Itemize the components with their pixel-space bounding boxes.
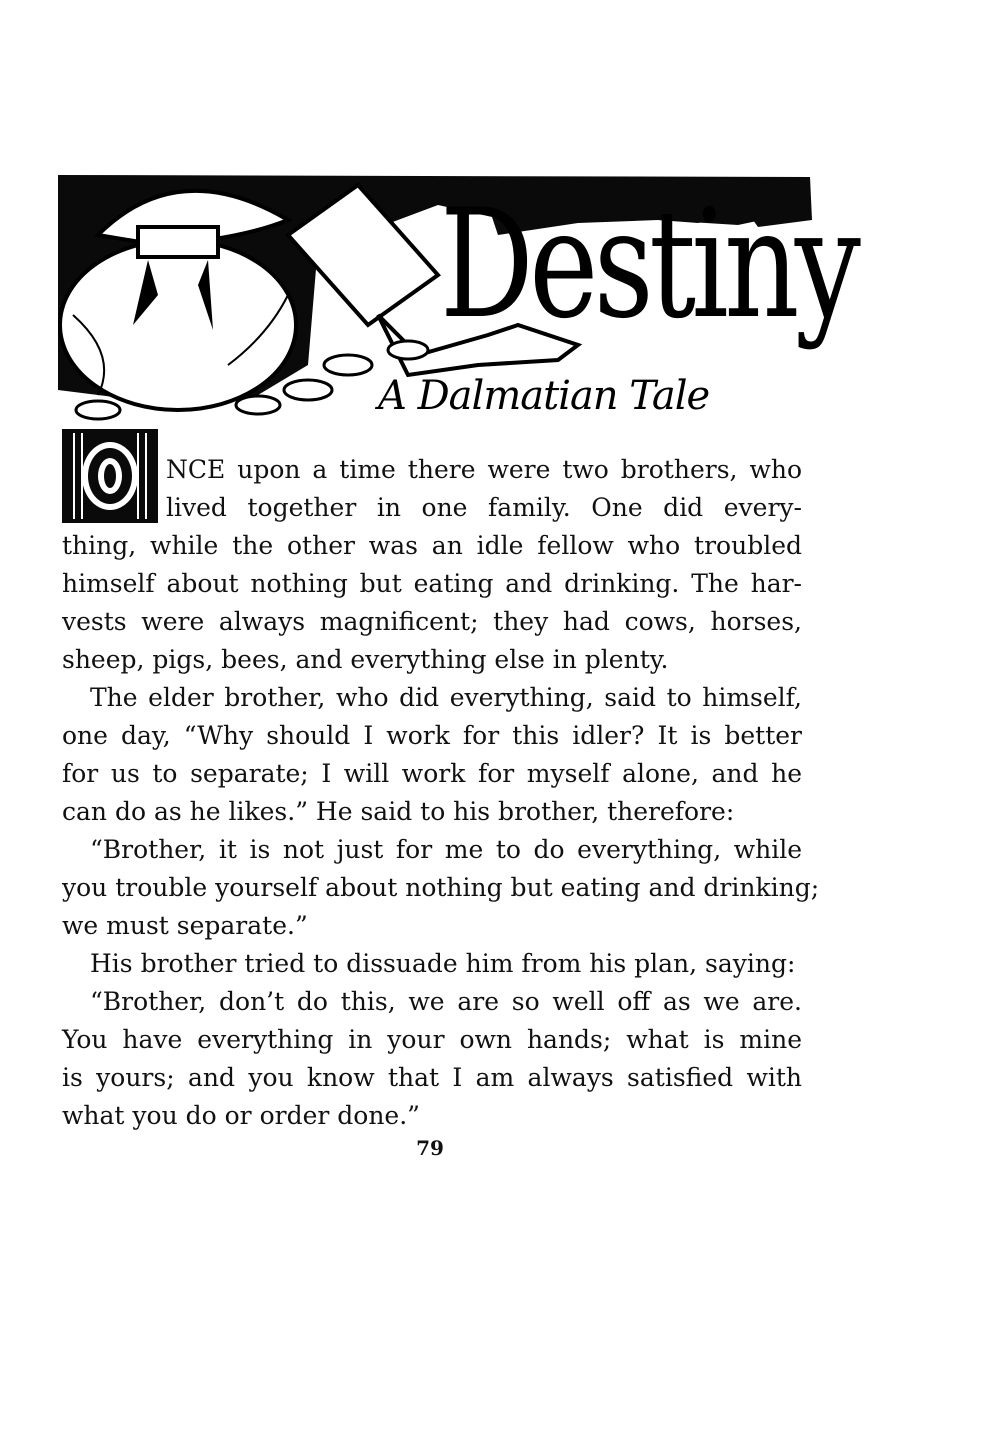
text-line: himself about nothing but eating and drinking. The har- xyxy=(62,569,802,598)
body-text xyxy=(62,451,820,1135)
page-number: 79 xyxy=(416,1136,444,1160)
text-line: is yours; and you know that I am always satisfied with xyxy=(62,1063,802,1092)
text-line: we must separate.” xyxy=(62,911,308,940)
text-line: NCE upon a time there were two brothers, who xyxy=(166,455,802,484)
text-line: for us to separate; I will work for myself alone, and he xyxy=(62,759,802,788)
text-line: His brother tried to dissuade him from his plan, saying: xyxy=(90,949,796,978)
text-line: one day, “Why should I work for this idler? It is better xyxy=(62,721,802,750)
text-line: “Brother, don’t do this, we are so well off as we are. xyxy=(90,987,802,1016)
text-line: sheep, pigs, bees, and everything else in plenty. xyxy=(62,645,669,674)
text-line: lived together in one family. One did every- xyxy=(166,493,802,522)
text-line: can do as he likes.” He said to his brother, therefore: xyxy=(62,797,735,826)
text-line: thing, while the other was an idle fellow who troubled xyxy=(62,531,802,560)
text-line: “Brother, it is not just for me to do everything, while xyxy=(90,835,802,864)
text-line: you trouble yourself about nothing but eating and drinking; xyxy=(62,873,820,902)
text-line: The elder brother, who did everything, said to himself, xyxy=(90,683,802,712)
text-line: what you do or order done.” xyxy=(62,1101,420,1130)
text-line: You have everything in your own hands; what is mine xyxy=(62,1025,802,1054)
chapter-title: Destiny xyxy=(440,178,857,352)
chapter-subtitle: A Dalmatian Tale xyxy=(378,373,710,419)
text-line: vests were always magnificent; they had cows, horses, xyxy=(62,607,802,636)
